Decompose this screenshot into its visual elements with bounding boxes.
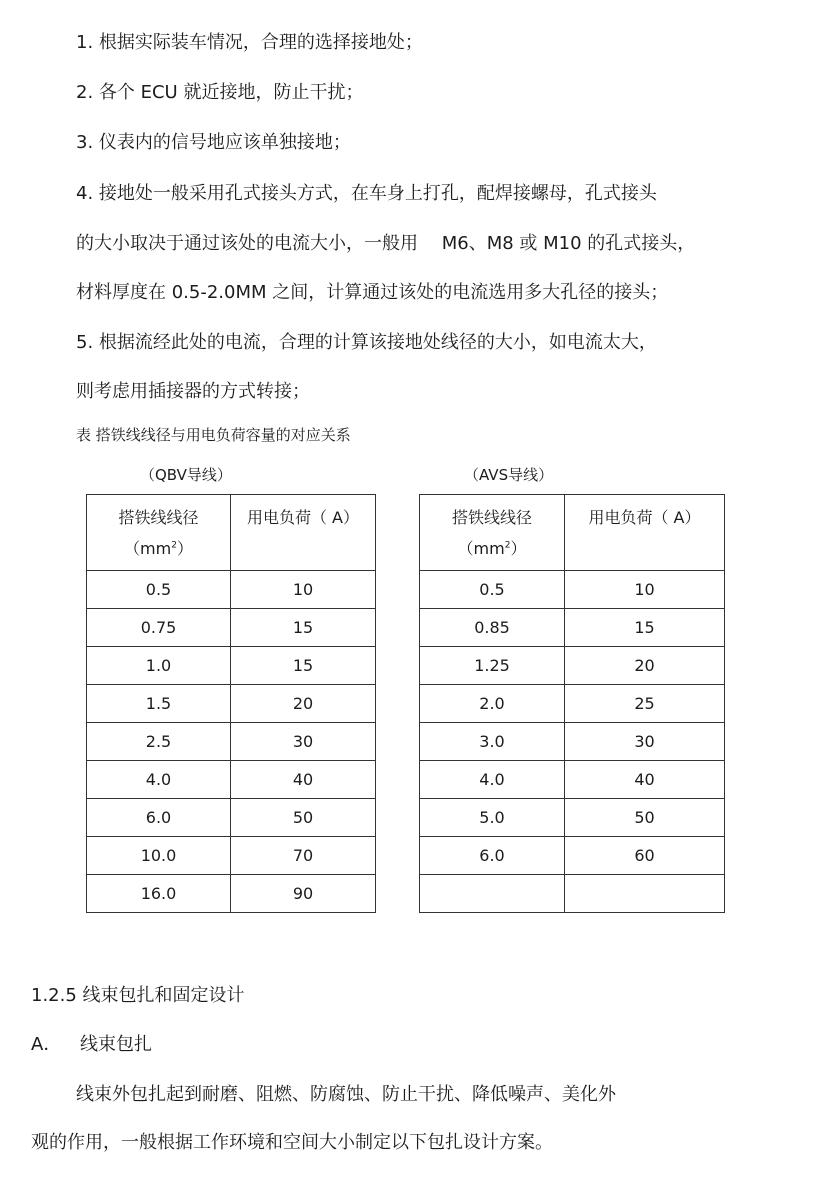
table-row — [420, 837, 725, 875]
paragraph-line-1: 线束外包扎起到耐磨、阻燃、防腐蚀、防止干扰、降低噪声、美化外 — [76, 1084, 616, 1105]
qbv-header-diameter-label: 搭铁线线径 — [118, 508, 199, 527]
subheading-letter: A． — [31, 1034, 62, 1055]
table-caption: 表 搭铁线线径与用电负荷容量的对应关系 — [76, 426, 351, 444]
avs-cell: 10 — [565, 571, 725, 609]
qbv-cell: 16.0 — [87, 875, 231, 913]
avs-cell: 0.5 — [420, 571, 565, 609]
table-row — [420, 761, 725, 799]
table-row — [420, 609, 725, 647]
subheading-text: 线束包扎 — [80, 1034, 152, 1055]
table-row — [87, 875, 376, 913]
table-row — [87, 571, 376, 609]
table-row — [87, 761, 376, 799]
qbv-header-diameter-unit: $(mm^2)$ — [124, 539, 193, 558]
qbv-cell: 15 — [231, 609, 376, 647]
qbv-cell: 1.5 — [87, 685, 231, 723]
avs-cell: 40 — [565, 761, 725, 799]
list-item-4: 4. 接地处一般采用孔式接头方式，在车身上打孔，配焊接螺母，孔式接头 — [76, 183, 657, 204]
table-row — [87, 647, 376, 685]
avs-cell — [420, 875, 565, 913]
avs-cell: 15 — [565, 609, 725, 647]
avs-header-load — [565, 495, 725, 571]
avs-cell: 4.0 — [420, 761, 565, 799]
qbv-header-diameter — [87, 495, 231, 571]
avs-cell — [565, 875, 725, 913]
qbv-header-load-label: 用电负荷（ A） — [246, 508, 360, 527]
avs-header-diameter — [420, 495, 565, 571]
qbv-table — [86, 494, 376, 913]
qbv-cell: 30 — [231, 723, 376, 761]
list-item-3: 3. 仪表内的信号地应该单独接地； — [76, 132, 351, 153]
qbv-cell: 40 — [231, 761, 376, 799]
avs-cell: 2.0 — [420, 685, 565, 723]
qbv-cell: 70 — [231, 837, 376, 875]
list-item-5: 5. 根据流经此处的电流，合理的计算该接地处线径的大小，如电流太大， — [76, 332, 657, 353]
list-item-5-cont: 则考虑用插接器的方式转接； — [76, 381, 310, 402]
list-item-4-cont-2: 材料厚度在 0.5-2.0MM 之间，计算通过该处的电流选用多大孔径的接头； — [76, 282, 669, 303]
table-row — [420, 799, 725, 837]
qbv-cell: 0.5 — [87, 571, 231, 609]
qbv-cell: 10.0 — [87, 837, 231, 875]
avs-header-load-label: 用电负荷（ A） — [588, 508, 701, 527]
paragraph-line-2: 观的作用，一般根据工作环境和空间大小制定以下包扎设计方案。 — [31, 1132, 553, 1153]
list-item-1: 1. 根据实际装车情况，合理的选择接地处； — [76, 32, 423, 53]
table-row — [420, 723, 725, 761]
qbv-cell: 20 — [231, 685, 376, 723]
avs-cell: 30 — [565, 723, 725, 761]
table-row — [87, 609, 376, 647]
qbv-cell: 1.0 — [87, 647, 231, 685]
table-row — [87, 685, 376, 723]
table-row — [87, 799, 376, 837]
avs-header-diameter-label: 搭铁线线径 — [451, 508, 532, 527]
avs-cell: 3.0 — [420, 723, 565, 761]
qbv-cell: 10 — [231, 571, 376, 609]
avs-header-diameter-unit: $(mm^2)$ — [457, 539, 527, 558]
avs-cell: 0.85 — [420, 609, 565, 647]
table-row — [87, 837, 376, 875]
avs-cell: 1.25 — [420, 647, 565, 685]
avs-cell: 20 — [565, 647, 725, 685]
avs-table — [419, 494, 725, 913]
qbv-cell: 2.5 — [87, 723, 231, 761]
qbv-cell: 6.0 — [87, 799, 231, 837]
avs-cell: 25 — [565, 685, 725, 723]
qbv-header-load — [231, 495, 376, 571]
table-label-qbv: （QBV导线） — [140, 466, 232, 484]
avs-cell: 5.0 — [420, 799, 565, 837]
list-item-2: 2. 各个 ECU 就近接地，防止干扰； — [76, 82, 364, 103]
table-row — [420, 647, 725, 685]
table-row — [420, 685, 725, 723]
qbv-cell: 90 — [231, 875, 376, 913]
table-row — [87, 723, 376, 761]
section-heading: 1.2.5 线束包扎和固定设计 — [31, 985, 245, 1006]
table-label-avs: （AVS导线） — [464, 466, 554, 484]
qbv-cell: 15 — [231, 647, 376, 685]
table-row — [420, 571, 725, 609]
table-row — [420, 875, 725, 913]
avs-cell: 50 — [565, 799, 725, 837]
qbv-cell: 4.0 — [87, 761, 231, 799]
avs-cell: 6.0 — [420, 837, 565, 875]
list-item-4-cont-1: 的大小取决于通过该处的电流大小，一般用 M6、M8 或 M10 的孔式接头， — [76, 233, 696, 254]
qbv-cell: 0.75 — [87, 609, 231, 647]
avs-cell: 60 — [565, 837, 725, 875]
qbv-cell: 50 — [231, 799, 376, 837]
